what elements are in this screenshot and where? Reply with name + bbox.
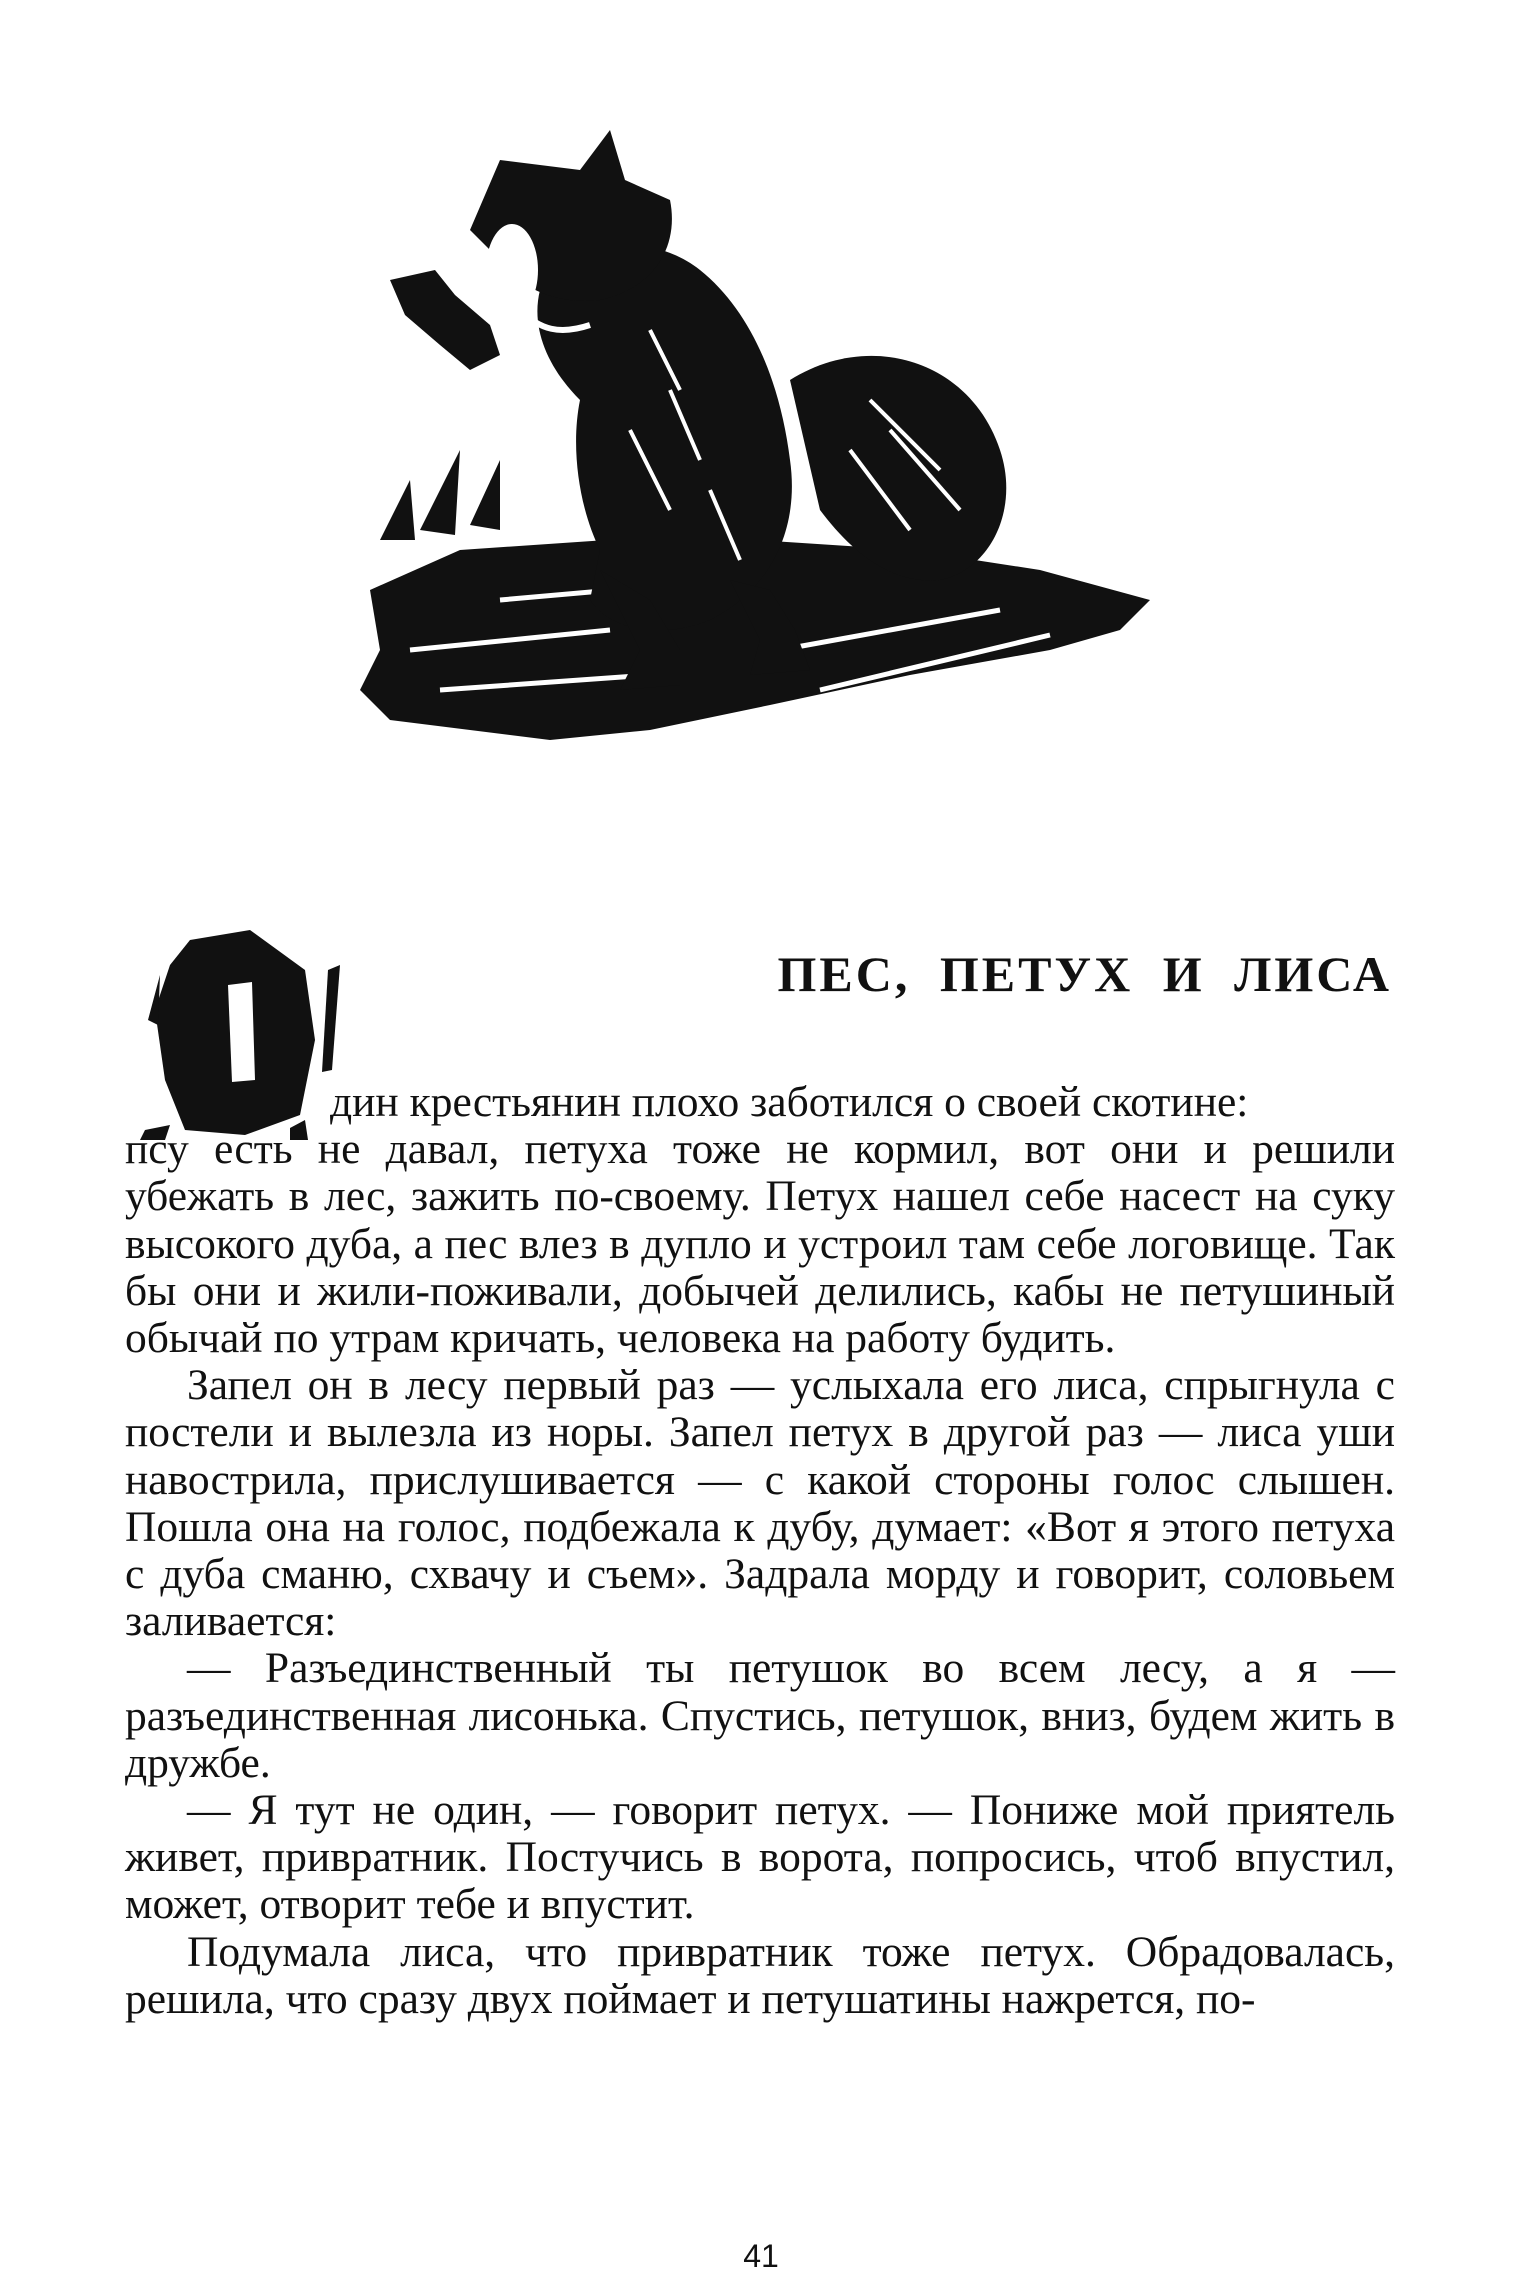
page-number: 41 <box>743 2238 779 2274</box>
story-text <box>125 1079 1395 2023</box>
paragraph: — Я тут не один, — говорит петух. — Пониже мой приятель живет, привратник. Постучись в ворота, попросись, чтоб впустил, может, отворит тебе и впустит. <box>125 1786 1395 1929</box>
paragraph: — Разъединственный ты петушок во всем лесу, а я — разъединственная лисонька. Спустись, петушок, вниз, будем жить в дружбе. <box>125 1644 1395 1787</box>
paragraph: дин крестьянин плохо заботился о своей скотине: <box>330 1078 1249 1126</box>
paragraph: Запел он в лесу первый раз — услыхала его лиса, спрыгнула с постели и вылезла из норы. Запел петух в другой раз — лиса уши навострила, прислушивается — с какой стороны голос слышен. Пошла она на голос, подбежала к дубу, думает: «Вот я этого петуха с дуба сманю, схвачу и съем». Задрала морду и говорит, соловьем заливается: <box>125 1361 1395 1646</box>
paragraph: Подумала лиса, что привратник тоже петух. Обрадовалась, решила, что сразу двух поймает и петушатины нажрется, по- <box>125 1927 1395 2023</box>
paragraph: псу есть не давал, петуха тоже не кормил, вот они и решили убежать в лес, зажить по-своему. Петух нашел себе насест на суку высокого дуба, а пес влез в дупло и устроил там себе логовище. Так бы они и жили-поживали, добычей делились, кабы не петушиный обычай по утрам кричать, человека на работу будить. <box>125 1125 1395 1363</box>
story-title: ПЕС, ПЕТУХ И ЛИСА <box>777 946 1392 1002</box>
fox-illustration <box>350 130 1160 770</box>
